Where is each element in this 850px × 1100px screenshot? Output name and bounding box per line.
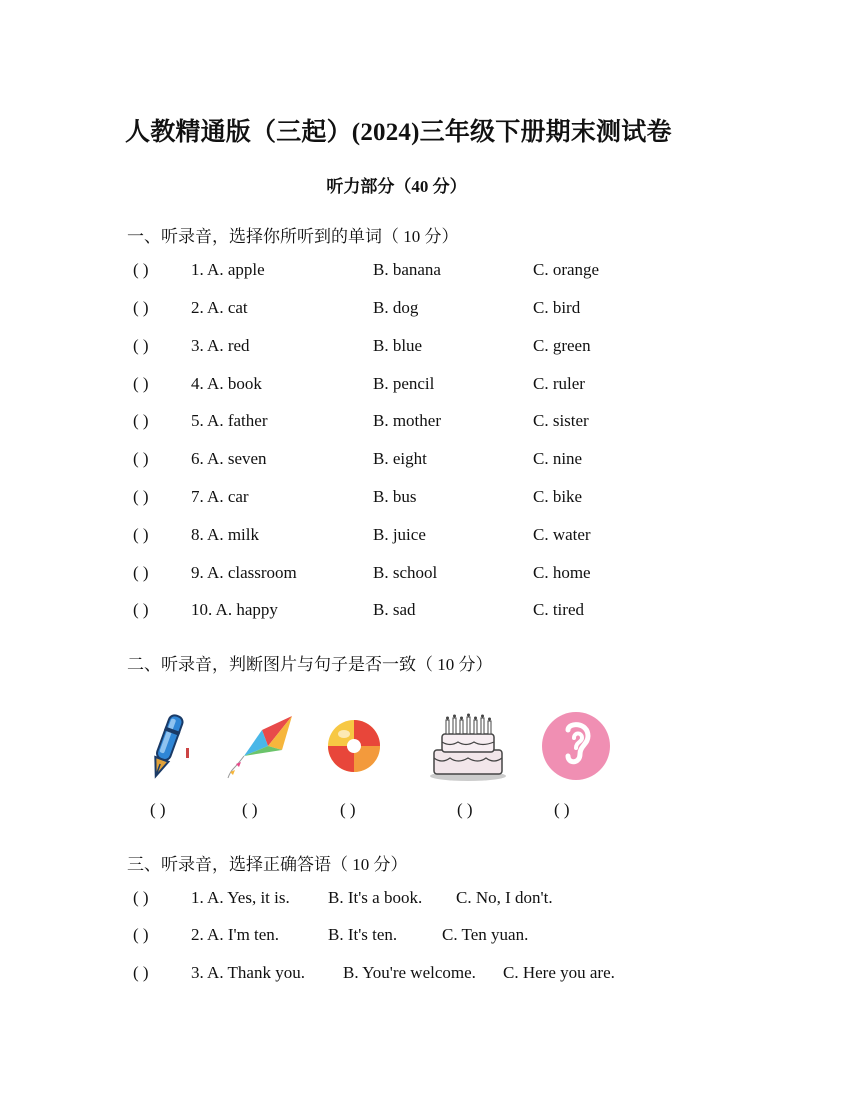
birthday-cake-icon	[428, 712, 508, 782]
picture-answer-blank[interactable]: ( )	[242, 800, 258, 819]
option-c: C. ruler	[533, 374, 585, 393]
beach-ball-icon	[326, 718, 382, 774]
answer-blank[interactable]: ( )	[133, 563, 149, 582]
answer-blank[interactable]: ( )	[133, 374, 149, 393]
question-row	[133, 260, 693, 284]
section2-heading: 二、听录音，判断图片与句子是否一致（ 10 分）	[127, 655, 493, 674]
option-b: B. mother	[373, 411, 441, 430]
option-b: B. eight	[373, 449, 427, 468]
section1-heading: 一、听录音，选择你所听到的单词（ 10 分）	[127, 227, 459, 246]
option-a: 1. A. Yes, it is.	[191, 888, 290, 907]
answer-blank[interactable]: ( )	[133, 260, 149, 279]
option-b: B. bus	[373, 487, 417, 506]
option-b: B. banana	[373, 260, 441, 279]
option-c: C. green	[533, 336, 591, 355]
ear-icon	[540, 710, 612, 782]
option-b: B. blue	[373, 336, 423, 355]
option-c: C. bike	[533, 487, 583, 506]
option-b: B. sad	[373, 600, 416, 619]
answer-blank[interactable]: ( )	[133, 888, 149, 907]
option-b: B. You're welcome.	[343, 963, 476, 982]
option-a: 8. A. milk	[191, 525, 260, 544]
option-a: 7. A. car	[191, 487, 249, 506]
question-row	[133, 888, 693, 912]
option-c: C. tired	[533, 600, 584, 619]
picture-answer-blank[interactable]: ( )	[457, 800, 473, 819]
question-row	[133, 963, 693, 987]
page-title: 人教精通版（三起）(2024)三年级下册期末测试卷	[125, 119, 672, 146]
answer-blank[interactable]: ( )	[133, 298, 149, 317]
option-b: B. pencil	[373, 374, 435, 393]
option-a: 10. A. happy	[191, 600, 278, 619]
question-row	[133, 600, 693, 624]
option-c: C. orange	[533, 260, 600, 279]
option-c: C. Ten yuan.	[442, 925, 529, 944]
question-row	[133, 487, 693, 511]
option-a: 4. A. book	[191, 374, 262, 393]
option-b: B. dog	[373, 298, 419, 317]
option-b: B. It's a book.	[328, 888, 423, 907]
option-b: B. school	[373, 563, 438, 582]
picture-answer-blank[interactable]: ( )	[554, 800, 570, 819]
option-a: 1. A. apple	[191, 260, 265, 279]
option-c: C. nine	[533, 449, 583, 468]
answer-blank[interactable]: ( )	[133, 600, 149, 619]
option-a: 3. A. Thank you.	[191, 963, 305, 982]
option-a: 9. A. classroom	[191, 563, 297, 582]
question-row	[133, 563, 693, 587]
section-subtitle: 听力部分（40 分）	[326, 177, 467, 196]
option-c: C. water	[533, 525, 591, 544]
question-row	[133, 411, 693, 435]
fountain-pen-icon	[136, 710, 196, 785]
answer-blank[interactable]: ( )	[133, 925, 149, 944]
option-a: 2. A. I'm ten.	[191, 925, 280, 944]
option-b: B. juice	[373, 525, 426, 544]
answer-blank[interactable]: ( )	[133, 411, 149, 430]
question-row	[133, 449, 693, 473]
option-c: C. home	[533, 563, 591, 582]
question-row	[133, 374, 693, 398]
answer-blank[interactable]: ( )	[133, 336, 149, 355]
picture-answer-blank[interactable]: ( )	[150, 800, 166, 819]
option-c: C. No, I don't.	[456, 888, 553, 907]
option-a: 5. A. father	[191, 411, 268, 430]
answer-blank[interactable]: ( )	[133, 963, 149, 982]
answer-blank[interactable]: ( )	[133, 449, 149, 468]
option-a: 2. A. cat	[191, 298, 248, 317]
picture-answer-blank[interactable]: ( )	[340, 800, 356, 819]
option-c: C. sister	[533, 411, 589, 430]
question-row	[133, 298, 693, 322]
answer-blank[interactable]: ( )	[133, 487, 149, 506]
section3-heading: 三、听录音，选择正确答语（ 10 分）	[127, 855, 408, 874]
option-c: C. Here you are.	[503, 963, 615, 982]
option-a: 6. A. seven	[191, 449, 267, 468]
option-b: B. It's ten.	[328, 925, 398, 944]
option-a: 3. A. red	[191, 336, 250, 355]
question-row	[133, 925, 693, 949]
answer-blank[interactable]: ( )	[133, 525, 149, 544]
option-c: C. bird	[533, 298, 581, 317]
kite-icon	[222, 712, 297, 782]
question-row	[133, 525, 693, 549]
question-row	[133, 336, 693, 360]
